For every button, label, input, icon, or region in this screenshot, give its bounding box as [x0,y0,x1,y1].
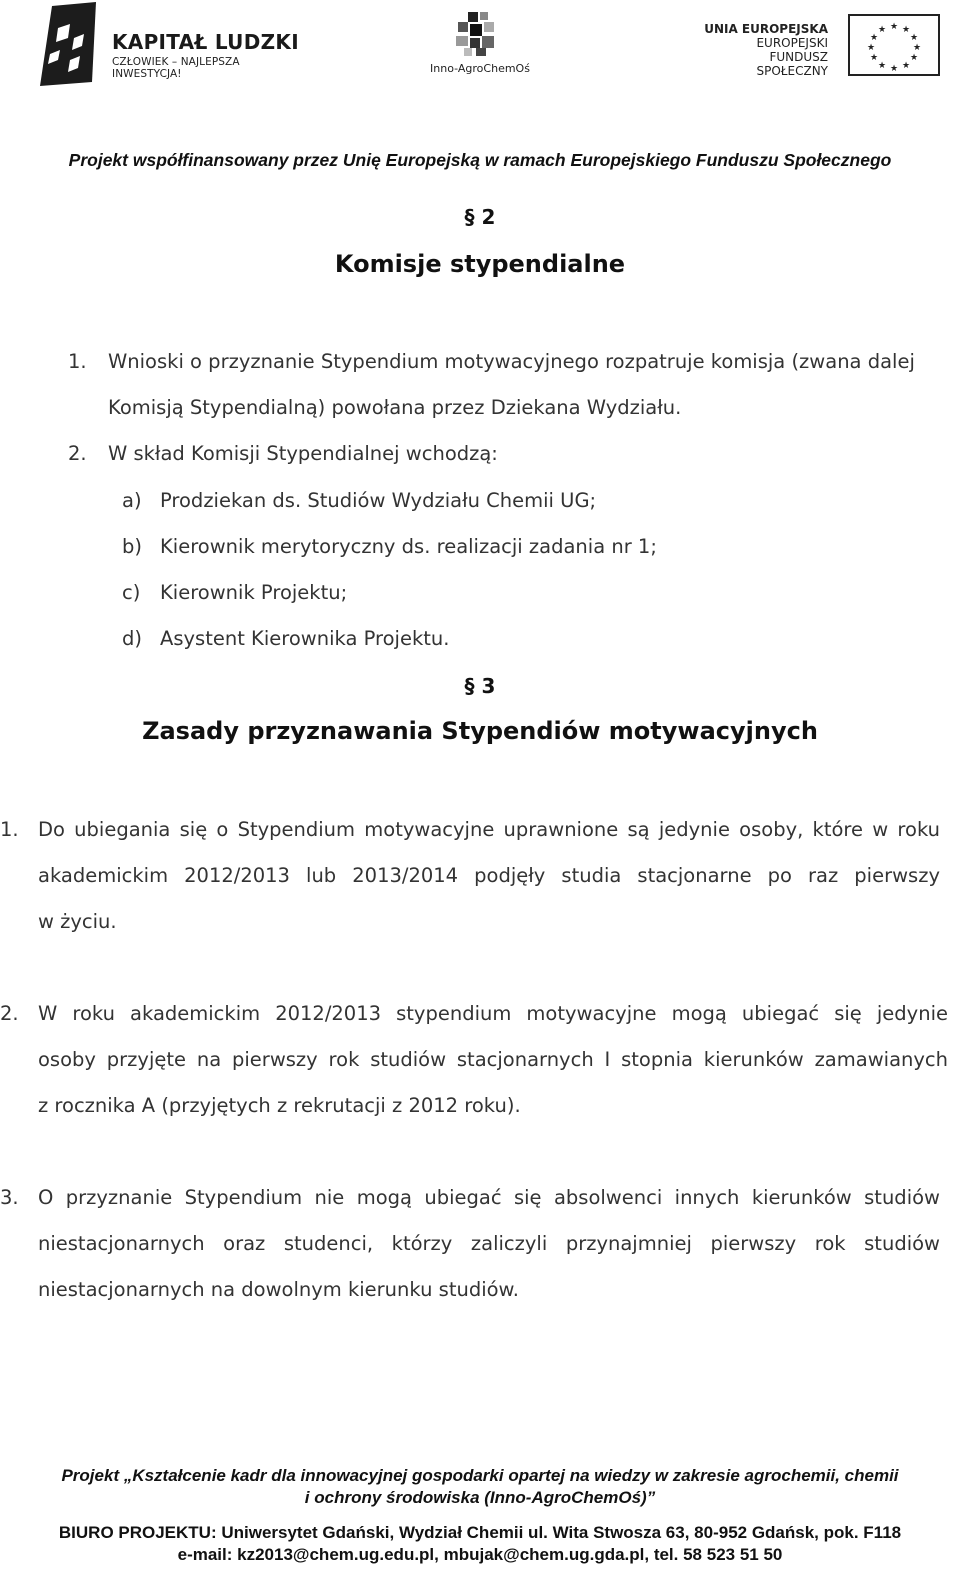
section-3-title: Zasady przyznawania Stypendiów motywacyjnych [142,717,818,745]
svg-text:★: ★ [912,43,922,53]
s3-item-2-number: 2. [0,1002,19,1025]
eu-line3: FUNDUSZ SPOŁECZNY [756,50,828,78]
s3-item-2-line-2: osoby przyjęte na pierwszy rok studiów stacjonarnych I stopnia kierunków zamawianych [38,1048,948,1071]
s3-item-1-line-3: w życiu. [38,910,117,933]
svg-text:★: ★ [877,61,887,71]
eu-logo [700,14,940,80]
svg-text:★: ★ [869,53,879,63]
kapital-ludzki-emblem-icon [40,2,98,86]
s2-item-1-text: Wnioski o przyznanie Stypendium motywacyjnego rozpatruje komisja (zwana dalej [108,350,915,373]
cofinancing-header: Projekt współfinansowany przez Unię Europejską w ramach Europejskiego Funduszu Społecznego [68,150,892,170]
s3-item-1-number: 1. [0,818,19,841]
s3-item-3-number: 3. [0,1186,19,1209]
kapital-ludzki-subtitle: CZŁOWIEK – NAJLEPSZA INWESTYCJA! [112,56,240,80]
eu-line1: UNIA EUROPEJSKA [704,22,828,36]
svg-text:★: ★ [869,33,879,43]
inno-logo-name: Inno-AgroChemOś [430,62,530,75]
s2-item-2-number: 2. [68,442,87,465]
s2-sub-d-letter: d) [122,627,142,650]
s3-item-3-line-3: niestacjonarnych na dowolnym kierunku studiów. [38,1278,519,1301]
section-3-number: § 3 [464,674,496,698]
inno-mosaic-icon [454,12,498,56]
svg-text:★: ★ [866,43,876,53]
kapital-ludzki-logo [40,2,300,86]
svg-text:★: ★ [901,25,911,35]
s3-item-1-line-2: akademickim 2012/2013 lub 2013/2014 podjęły studia stacjonarne po raz pierwszy [38,864,940,887]
s2-sub-d-text: Asystent Kierownika Projektu. [160,627,450,650]
s2-sub-a-letter: a) [122,489,142,512]
svg-text:★: ★ [901,61,911,71]
s2-sub-a-text: Prodziekan ds. Studiów Wydziału Chemii UG; [160,489,597,512]
s3-item-2-line-1: W roku akademickim 2012/2013 stypendium motywacyjne mogą ubiegać się jedynie [38,1002,948,1025]
svg-text:★: ★ [877,25,887,35]
kapital-ludzki-title: KAPITAŁ LUDZKI [112,30,299,54]
s2-item-2-text: W skład Komisji Stypendialnej wchodzą: [108,442,498,465]
footer-project-line-2: i ochrony środowiska (Inno-AgroChemOś)” [304,1488,656,1507]
s2-sub-c-text: Kierownik Projektu; [160,581,348,604]
footer-project-line-1: Projekt „Kształcenie kadr dla innowacyjnej gospodarki opartej na wiedzy w zakresie agrochemii, chemii [61,1466,899,1485]
inno-agrochemos-logo [420,12,540,82]
svg-text:★: ★ [889,64,899,74]
s3-item-2-line-3: z rocznika A (przyjętych z rekrutacji z 2012 roku). [38,1094,521,1117]
svg-text:★: ★ [909,33,919,43]
footer-contact-line: e-mail: kz2013@chem.ug.edu.pl, mbujak@chem.ug.gda.pl, tel. 58 523 51 50 [177,1545,783,1564]
s2-item-1-cont: Komisją Stypendialną) powołana przez Dziekana Wydziału. [108,396,682,419]
s2-sub-b-letter: b) [122,535,142,558]
s2-item-1-number: 1. [68,350,87,373]
eu-flag-icon [848,14,940,76]
svg-text:★: ★ [889,22,899,32]
s2-sub-b-text: Kierownik merytoryczny ds. realizacji zadania nr 1; [160,535,657,558]
footer-office-line: BIURO PROJEKTU: Uniwersytet Gdański, Wydział Chemii ul. Wita Stwosza 63, 80-952 Gdańsk, pok. F118 [58,1523,902,1542]
s3-item-3-line-1: O przyznanie Stypendium nie mogą ubiegać się absolwenci innych kierunków studiów [38,1186,940,1209]
s3-item-3-line-2: niestacjonarnych oraz studenci, którzy zaliczyli przynajmniej pierwszy rok studiów [38,1232,940,1255]
section-2-number: § 2 [464,205,496,229]
s2-sub-c-letter: c) [122,581,141,604]
section-2-title: Komisje stypendialne [334,250,626,278]
svg-text:★: ★ [909,53,919,63]
s3-item-1-line-1: Do ubiegania się o Stypendium motywacyjne uprawnione są jedynie osoby, które w roku [38,818,940,841]
eu-line2: EUROPEJSKI [756,36,828,50]
